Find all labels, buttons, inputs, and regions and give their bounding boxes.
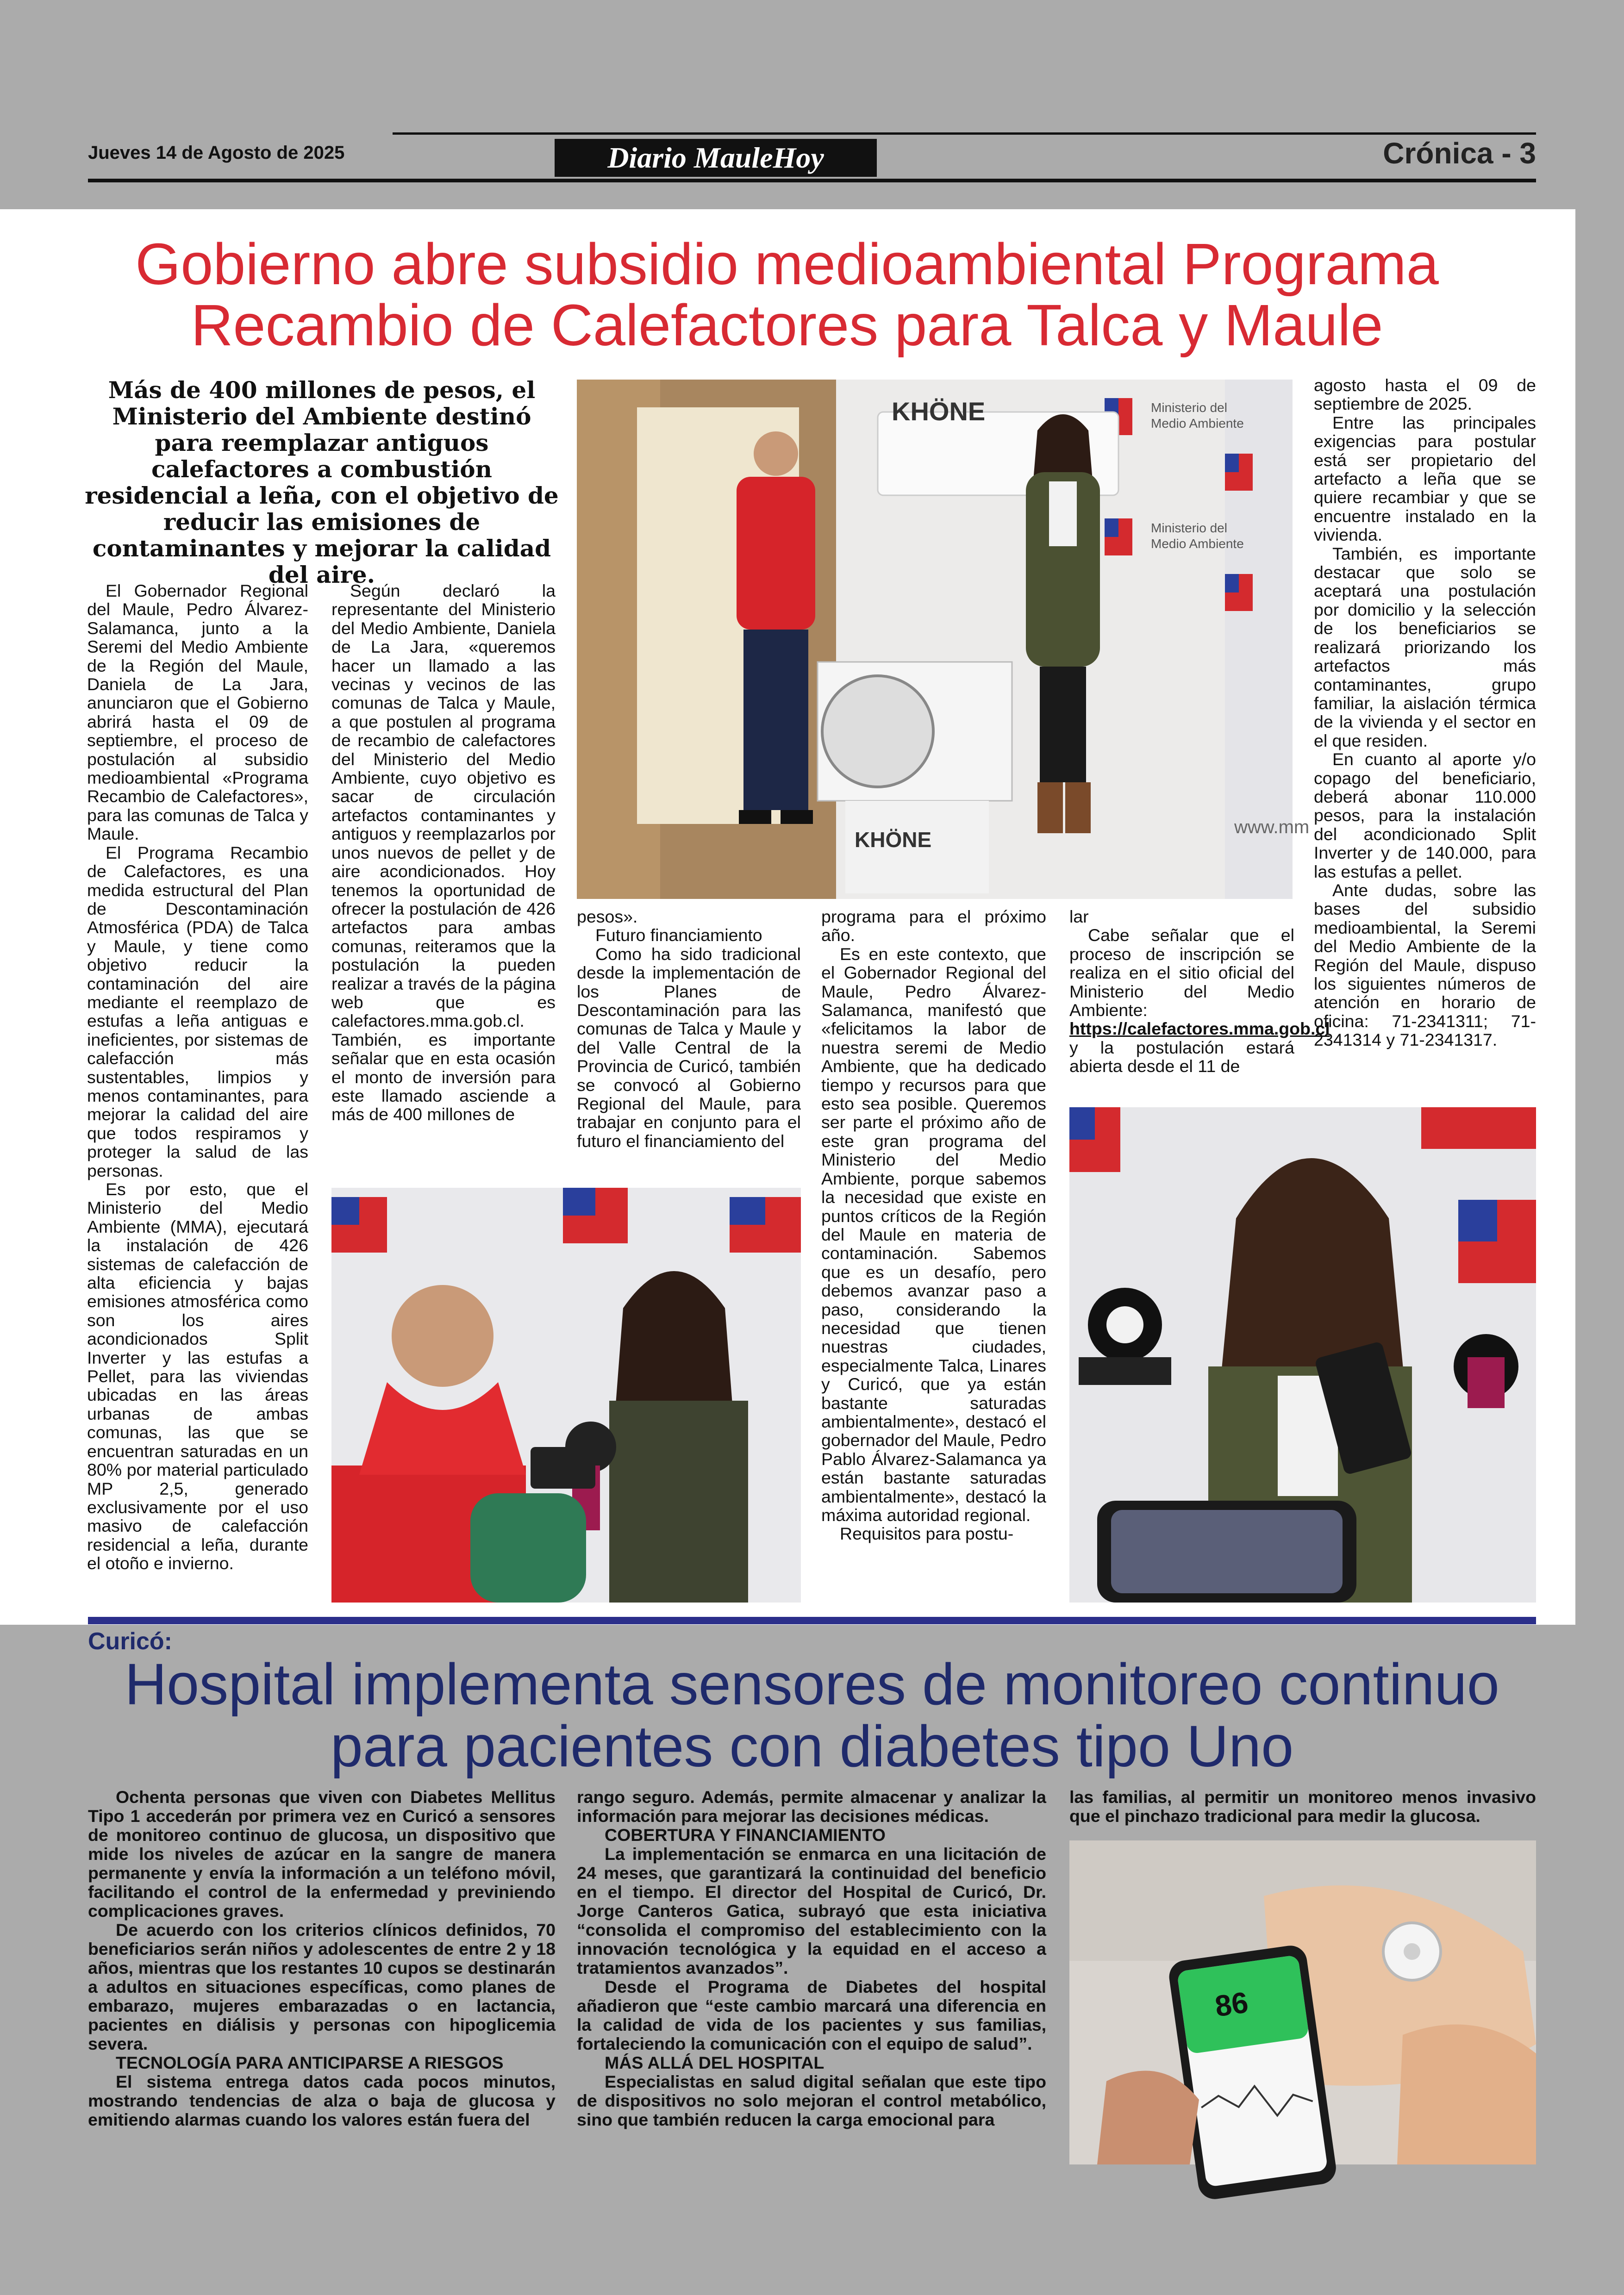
article-1-headline xyxy=(93,231,1481,358)
paragraph: También, es importante destacar que solo se aceptará una postulación por domicilio y la selección de los beneficiarios se realizará priorizando los artefactos más contaminantes, grupo familiar, la aislación térmica de la vivienda y el sector en el que residen. xyxy=(1314,543,1536,750)
paragraph: Según declaró la representante del Ministerio del Medio Ambiente, Daniela de La Jara, «queremos hacer un llamado a las vecinas y vecinos de las comunas de Talca y Maule, a que postulen al programa de recambio de calefactores del Ministerio del Medio Ambiente, cuyo objetivo es sacar de circulación artefactos contaminantes y antiguos y reemplazarlos por unos nuevos de pellet y de aire acondicionados. Hoy tenemos la oportunidad de ofrecer la postulación de 426 artefactos para ambas comunas, reiteramos que la postulación la pueden realizar a través de la página web que es calefactores.mma.gob.cl. También, es importante señalar que en esta ocasión el monto de inversión para este llamado asciende a más de 400 millones de xyxy=(331,581,556,1124)
paragraph: De acuerdo con los criterios clínicos definidos, 70 beneficiarios serán niños y adolescentes de entre 2 y 18 años, mientras que los restantes 10 cupos se destinarán a adultos en situaciones específicas, como planes de embarazo, mujeres embarazadas o en lactancia, pacientes en diálisis y personas con hipoglicemia severa. xyxy=(88,1920,556,2053)
newspaper-logo: Diario MauleHoy xyxy=(555,139,877,177)
photo-seremi-interview xyxy=(1069,1107,1536,1603)
article-2-column-2 xyxy=(577,1788,1046,2129)
paragraph: agosto hasta el 09 de septiembre de 2025. xyxy=(1314,375,1536,414)
paragraph: En cuanto al aporte y/o copago del beneficiario, deberá abonar 110.000 pesos, para la instalación del acondicionado Split Inverter y de 140.000, para las estufas a pellet. xyxy=(1314,749,1536,881)
headline-line-1: Hospital implementa sensores de monitoreo continuo xyxy=(125,1652,1499,1717)
article-2-headline xyxy=(88,1653,1536,1777)
article-2-column-3 xyxy=(1069,1788,1536,1826)
paragraph: Entre las principales exigencias para postular está ser propietario del artefacto a leña que se quiere recambiar y que se encuentre instalado en la vivienda. xyxy=(1314,412,1536,545)
article-1-column-1 xyxy=(87,581,308,1573)
svg-text:Medio Ambiente: Medio Ambiente xyxy=(1151,536,1244,551)
backdrop-url: www.mm xyxy=(1234,817,1310,837)
paragraph: El Programa Recambio de Calefactores, es una medida estructural del Plan de Descontaminación Atmosférica (PDA) de Talca y Maule, y tiene como objetivo reducir la contaminación del aire mediante el reemplazo de estufas a leña antiguas e ineficientes, por sistemas de calefacción más sustentables, limpios y menos contaminantes, para mejorar la calidad del aire que todos respiramos y proteger la salud de las personas. xyxy=(87,842,308,1180)
paragraph: El sistema entrega datos cada pocos minutos, mostrando tendencias de alza o baja de glucosa y emitiendo alarmas cuando los valores están fuera del xyxy=(88,2072,556,2129)
paragraph: Requisitos para postu- xyxy=(840,1524,1014,1544)
paragraph: Como ha sido tradicional desde la implementación de los Planes de Descontaminación para las comunas de Talca y Maule y del Valle Central de la Provincia de Curicó, también se convocó al Gobierno Regional del Maule, para trabajar en conjunto para el futuro el financiamiento del xyxy=(577,944,801,1151)
backdrop-label: Ministerio del xyxy=(1151,400,1227,415)
subheading-mas-alla: MÁS ALLÁ DEL HOSPITAL xyxy=(605,2053,824,2072)
paragraph: El Gobernador Regional del Maule, Pedro Álvarez-Salamanca, junto a la Seremi del Medio Ambiente de la Región del Maule, Daniela de La Jara, anunciaron que el Gobierno abrirá hasta el 09 de septiembre, el proceso de postulación al subsidio medioambiental «Programa Recambio de Calefactores», para las comunas de Talca y Maule. xyxy=(87,581,308,844)
paragraph: Es en este contexto, que el Gobernador Regional del Maule, Pedro Álvarez-Salamanca, manifestó que «felicitamos la labor de nuestra seremi de Medio Ambiente, que ha dedicado tiempo y recursos para que esto sea posible. Queremos ser parte el próximo año de este gran programa del Ministerio del Medio Ambiente, porque sabemos la necesidad que existe en puntos críticos de la Región del Maule en materia de contaminación. Sabemos que es un desafío, pero debemos avanzar paso a paso, considerando la necesidad que tienen nuestras ciudades, especialmente Talca, Linares y Curicó, que ya están bastante saturadas ambientalmente», destacó el gobernador del Maule, Pedro Pablo Álvarez-Salamanca ya están bastante saturadas ambientalmente», destacó la máxima autoridad regional. xyxy=(821,944,1046,1525)
article-1-column-3 xyxy=(577,907,801,1150)
headline-line-2: Recambio de Calefactores para Talca y Maule xyxy=(191,293,1383,358)
header-rule-bottom xyxy=(88,179,1536,182)
paragraph: pesos». xyxy=(577,907,638,926)
article-1-column-2 xyxy=(331,581,556,1124)
photo-governor-interview xyxy=(331,1188,801,1603)
paragraph: Cabe señalar que el proceso de inscripción se realiza en el sitio oficial del Ministerio del Medio Ambiente: xyxy=(1069,925,1294,1020)
calefactores-link[interactable]: https://calefactores.mma.gob.cl xyxy=(1069,1019,1330,1039)
article-1-column-6 xyxy=(1314,376,1536,1049)
brand-khone-top: KHÖNE xyxy=(892,397,986,426)
article-2-column-1 xyxy=(88,1788,556,2129)
photo-glucose-sensor-phone xyxy=(1069,1840,1536,2164)
article-1-column-4 xyxy=(821,907,1046,1543)
subheading-tecnologia: TECNOLOGÍA PARA ANTICIPARSE A RIESGOS xyxy=(116,2053,504,2072)
article-2-divider xyxy=(88,1617,1536,1624)
paragraph: las familias, al permitir un monitoreo menos invasivo que el pinchazo tradicional para medir la glucosa. xyxy=(1069,1787,1536,1826)
headline-line-2: para pacientes con diabetes tipo Uno xyxy=(330,1714,1294,1779)
glucose-reading: 86 xyxy=(1213,1985,1250,2023)
paragraph: Especialistas en salud digital señalan que este tipo de dispositivos no solo mejoran el control metabólico, sino que también reducen la carga emocional para xyxy=(577,2072,1046,2129)
paragraph: rango seguro. Además, permite almacenar y analizar la información para mejorar las decisiones médicas. xyxy=(577,1787,1046,1826)
header-date: Jueves 14 de Agosto de 2025 xyxy=(88,143,345,163)
brand-khone-bottom: KHÖNE xyxy=(855,828,932,852)
svg-text:Medio Ambiente: Medio Ambiente xyxy=(1151,416,1244,430)
header-rule-top xyxy=(393,132,1536,135)
paragraph: Ante dudas, sobre las bases del subsidio medioambiental, la Seremi del Medio Ambiente de la Región del Maule, dispuso los siguientes números de atención en horario de oficina: 71-2341311; 71-2341314 y 71-2341317. xyxy=(1314,880,1536,1050)
article-1-lead: Más de 400 millones de pesos, el Ministerio del Ambiente destinó para reemplazar antiguos calefactores a combustión residencial a leña, con el objetivo de reducir las emisiones de contaminantes y mejorar la calidad del aire. xyxy=(85,376,559,588)
section-page-label: Crónica - 3 xyxy=(1383,137,1536,170)
svg-text:Ministerio del: Ministerio del xyxy=(1151,521,1227,535)
paragraph: Es por esto, que el Ministerio del Medio Ambiente (MMA), ejecutará la instalación de 426 sistemas de calefacción de alta eficiencia y bajas emisiones atmosférica como son los aires acondicionados Split Inverter y las estufas a Pellet, para las viviendas ubicadas en las áreas urbanas de ambas comunas, las que se encuentran saturadas en un 80% por material particulado MP 2,5, generado exclusivamente por el uso masivo de calefacción residencial a leña, durante el otoño e invierno. xyxy=(87,1179,308,1573)
article-1-column-5 xyxy=(1069,907,1330,1076)
photo-officials-with-heater xyxy=(577,380,1310,899)
paragraph: programa para el próximo año. xyxy=(821,907,1046,945)
article-2-kicker: Curicó: xyxy=(88,1628,172,1655)
subheading-cobertura: COBERTURA Y FINANCIAMIENTO xyxy=(605,1825,886,1845)
paragraph: Ochenta personas que viven con Diabetes Mellitus Tipo 1 accederán por primera vez en Curicó a sensores de monitoreo continuo de glucosa, un dispositivo que mide los niveles de azúcar en la sangre de manera permanente y envía la información a un teléfono móvil, facilitando el control de la enfermedad y previniendo complicaciones graves. xyxy=(88,1787,556,1921)
paragraph: La implementación se enmarca en una licitación de 24 meses, que garantizará la continuidad del beneficio en el tiempo. El director del Hospital de Curicó, Dr. Jorge Canteros Gatica, subrayó que esta iniciativa “consolida el compromiso del establecimiento con la innovación tecnológica y la equidad en el acceso a tratamientos avanzados”. xyxy=(577,1844,1046,1977)
headline-line-1: Gobierno abre subsidio medioambiental Programa xyxy=(135,231,1439,297)
paragraph: y la postulación estará abierta desde el 11 de xyxy=(1069,1037,1294,1076)
subheading-futuro-financiamiento: Futuro financiamiento xyxy=(595,925,762,945)
paragraph: Desde el Programa de Diabetes del hospital añadieron que “este cambio marcará una diferencia en la calidad de vida de los pacientes y sus familias, fortaleciendo la comunicación con el equipo de salud”. xyxy=(577,1977,1046,2053)
paragraph: lar xyxy=(1069,907,1089,926)
